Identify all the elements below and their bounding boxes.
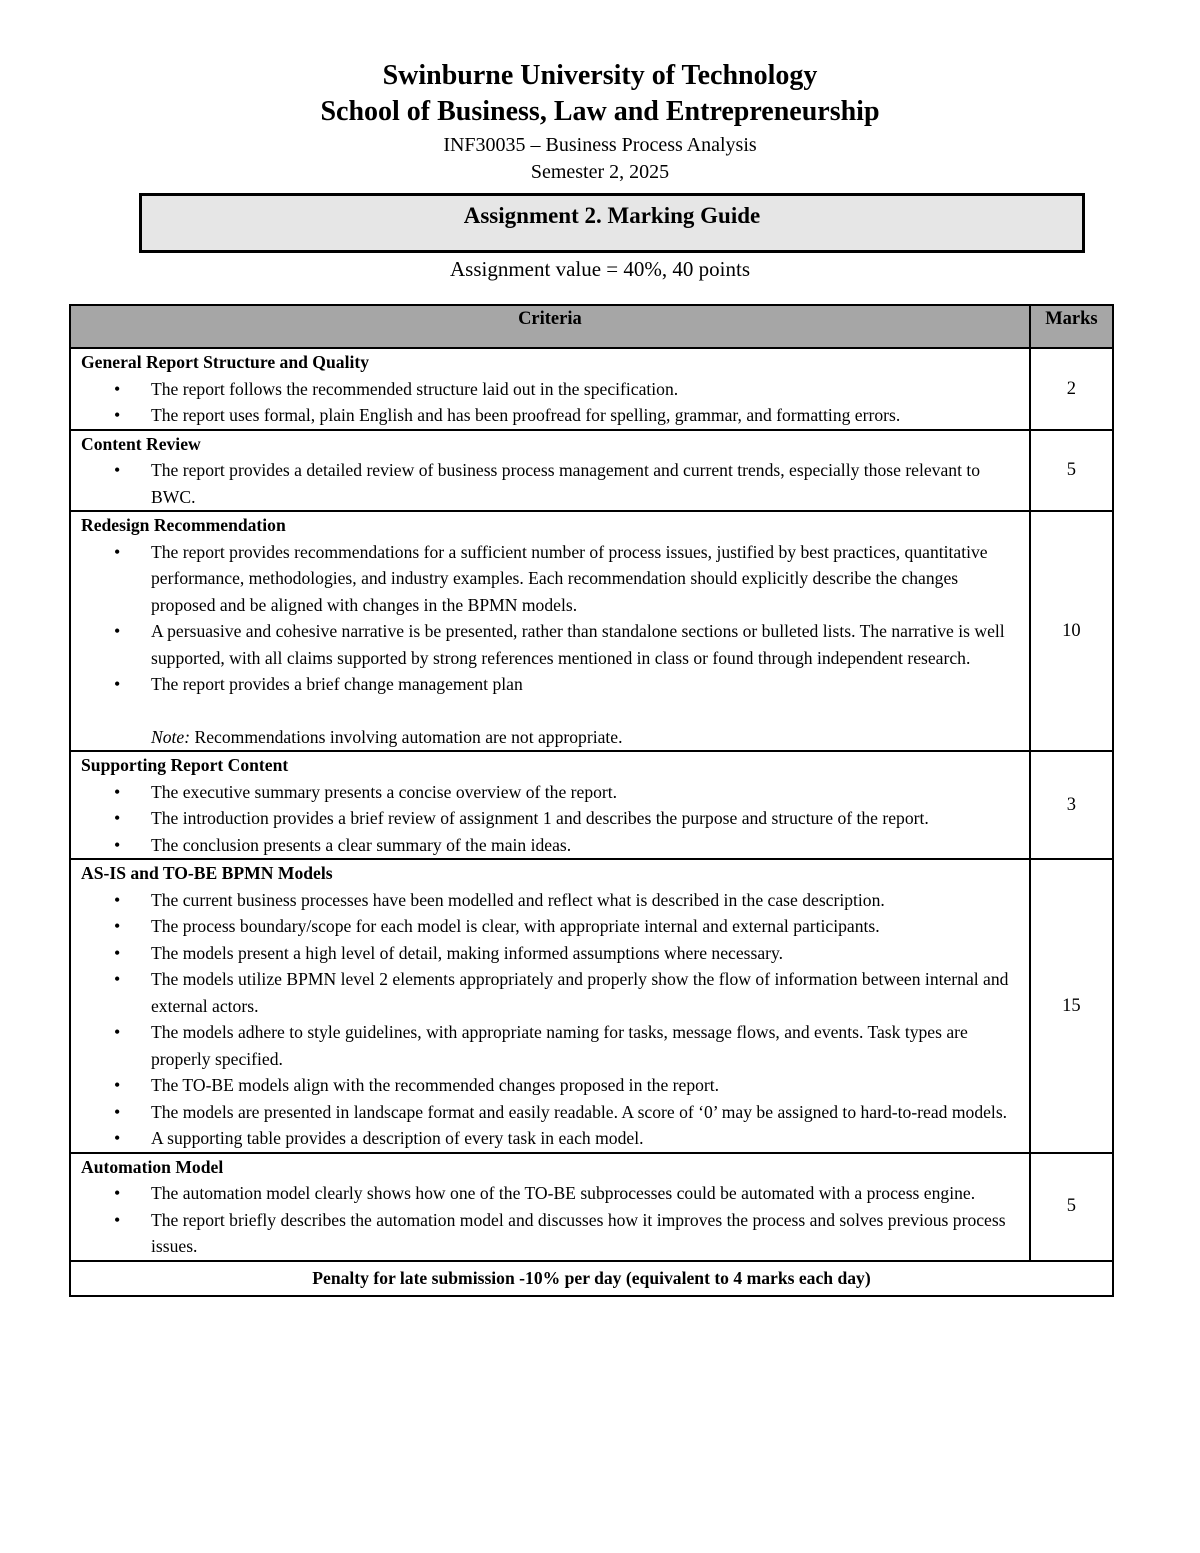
- criterion-title: Content Review: [81, 433, 201, 454]
- list-item: • The process boundary/scope for each model is clear, with appropriate internal and external participants.: [151, 913, 1023, 940]
- penalty-row: [70, 1261, 1113, 1296]
- table-row: [70, 859, 1113, 1153]
- criteria-cell: [70, 1153, 1030, 1261]
- criteria-cell: [70, 859, 1030, 1153]
- list-item: • The models present a high level of detail, making informed assumptions where necessary.: [151, 940, 1023, 967]
- semester-label: Semester 2, 2025: [530, 161, 670, 183]
- marks-header: Marks: [1030, 305, 1113, 348]
- note-text: Recommendations involving automation are not appropriate.: [190, 726, 623, 747]
- table-header-row: [70, 305, 1113, 348]
- list-item: • The automation model clearly shows how one of the TO-BE subprocesses could be automated with a process engine.: [151, 1180, 1023, 1207]
- criterion-items: [81, 376, 1023, 429]
- document-header: [0, 58, 1200, 186]
- marking-guide-table: [69, 304, 1114, 1297]
- table-row: [70, 348, 1113, 430]
- criterion-title: AS-IS and TO-BE BPMN Models: [81, 863, 333, 883]
- marks-cell: 5: [1030, 430, 1113, 512]
- penalty-note: Penalty for late submission -10% per day (equivalent to 4 marks each day): [70, 1261, 1113, 1296]
- list-item: • The report provides a detailed review of business process management and current trends, especially those relevant to BWC.: [151, 457, 1023, 510]
- marks-cell: 2: [1030, 348, 1113, 430]
- list-item: • The conclusion presents a clear summary of the main ideas.: [151, 832, 1023, 859]
- document-title-box: [139, 193, 1085, 253]
- criteria-cell: [70, 348, 1030, 430]
- criterion-items: [81, 539, 1023, 698]
- list-item: • A persuasive and cohesive narrative is be presented, rather than standalone sections or bulleted lists. The narrative is well supported, with all claims supported by strong references mentioned in class or found through independent research.: [151, 618, 1023, 671]
- table-row: [70, 511, 1113, 751]
- table-row: [70, 751, 1113, 859]
- criterion-title: Automation Model: [81, 1156, 224, 1177]
- list-item: • A supporting table provides a description of every task in each model.: [151, 1125, 1023, 1152]
- note-label: Note:: [151, 726, 191, 747]
- list-item: • The report provides a brief change management plan: [151, 671, 1023, 698]
- table-row: [70, 430, 1113, 512]
- criteria-cell: [70, 751, 1030, 859]
- criterion-title: Supporting Report Content: [81, 755, 289, 775]
- list-item: • The TO-BE models align with the recommended changes proposed in the report.: [151, 1072, 1023, 1099]
- list-item: • The introduction provides a brief review of assignment 1 and describes the purpose and structure of the report.: [151, 805, 1023, 832]
- list-item: • The report uses formal, plain English and has been proofread for spelling, grammar, and formatting errors.: [151, 402, 1023, 429]
- document-title: Assignment 2. Marking Guide: [463, 203, 761, 228]
- criteria-cell: [70, 511, 1030, 751]
- marks-cell: 3: [1030, 751, 1113, 859]
- criteria-header: Criteria: [70, 305, 1030, 348]
- criterion-items: [81, 887, 1023, 1152]
- list-item: • The report provides recommendations for a sufficient number of process issues, justified by best practices, quantitative performance, methodologies, and industry examples. Each recommendation should explicitly describe the changes proposed and be aligned with changes in the BPMN models.: [151, 539, 1023, 619]
- unit-code-title: INF30035 – Business Process Analysis: [443, 134, 757, 156]
- marks-cell: 15: [1030, 859, 1113, 1153]
- criterion-title: Redesign Recommendation: [81, 515, 286, 535]
- list-item: • The report follows the recommended structure laid out in the specification.: [151, 376, 1023, 403]
- criterion-items: [81, 457, 1023, 510]
- criterion-title: General Report Structure and Quality: [81, 352, 369, 372]
- list-item: • The models are presented in landscape format and easily readable. A score of ‘0’ may be assigned to hard-to-read models.: [151, 1099, 1023, 1126]
- criterion-note: [81, 724, 1023, 751]
- table-row: [70, 1153, 1113, 1261]
- criterion-items: [81, 1180, 1023, 1260]
- list-item: • The executive summary presents a concise overview of the report.: [151, 779, 1023, 806]
- list-item: • The current business processes have been modelled and reflect what is described in the case description.: [151, 887, 1023, 914]
- list-item: • The report briefly describes the automation model and discusses how it improves the process and solves previous process issues.: [151, 1207, 1023, 1260]
- list-item: • The models utilize BPMN level 2 elements appropriately and properly show the flow of information between internal and external actors.: [151, 966, 1023, 1019]
- assignment-value: Assignment value = 40%, 40 points: [450, 257, 750, 281]
- university-name: Swinburne University of Technology: [382, 60, 818, 91]
- criteria-cell: [70, 430, 1030, 512]
- marks-cell: 5: [1030, 1153, 1113, 1261]
- list-item: • The models adhere to style guidelines, with appropriate naming for tasks, message flows, and events. Task types are properly specified.: [151, 1019, 1023, 1072]
- marks-cell: 10: [1030, 511, 1113, 751]
- criterion-items: [81, 779, 1023, 859]
- school-name: School of Business, Law and Entrepreneurship: [320, 96, 880, 127]
